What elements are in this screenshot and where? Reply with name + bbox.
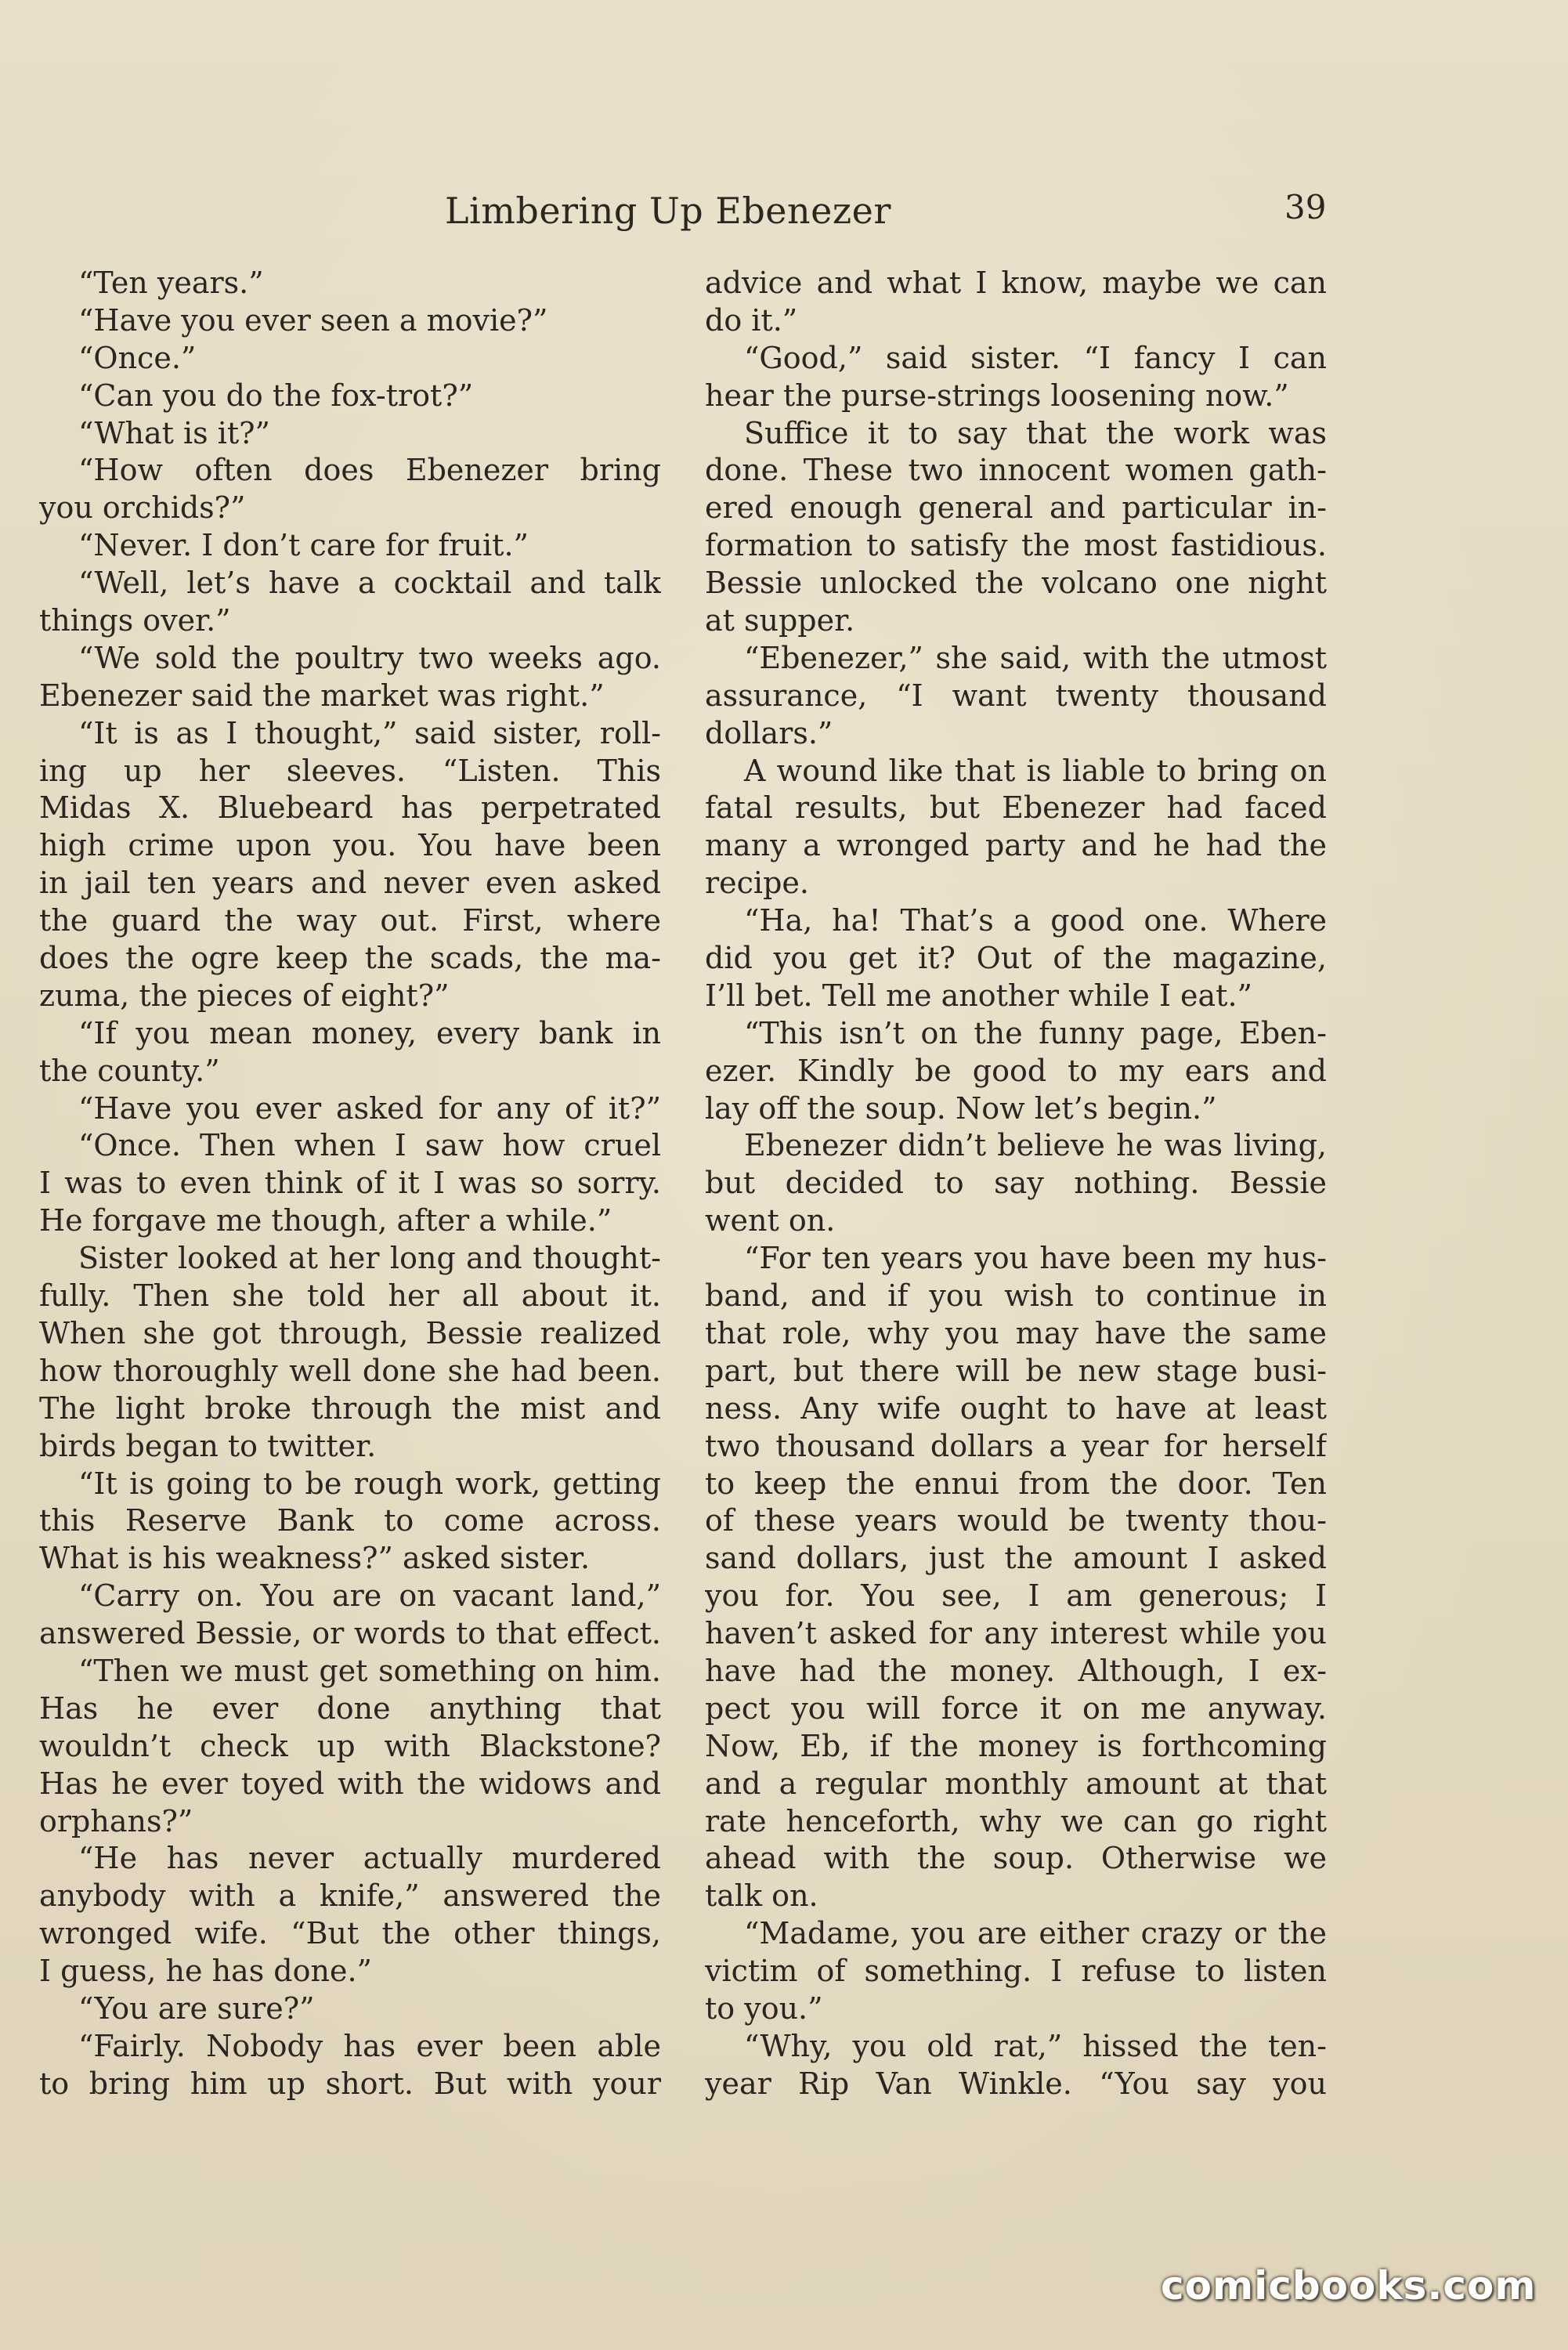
text-line: “Then we must get something on him.	[78, 1653, 661, 1688]
text-line: hear the purse-strings loosening now.”	[705, 378, 1289, 413]
text-line: “Have you ever seen a movie?”	[78, 302, 548, 338]
text-line: wouldn’t check up with Blackstone?	[39, 1728, 661, 1763]
text-line: many a wronged party and he had the	[705, 828, 1327, 863]
text-line: “Ha, ha! That’s a good one. Where	[744, 903, 1327, 938]
text-line: Sister looked at her long and thought-	[78, 1241, 661, 1276]
text-line: Ebenezer said the market was right.”	[39, 678, 605, 713]
text-line: “Never. I don’t care for fruit.”	[78, 528, 529, 563]
text-line: that role, why you may have the same	[705, 1315, 1327, 1350]
text-line: assurance, “I want twenty thousand	[705, 678, 1327, 713]
text-line: you orchids?”	[39, 490, 246, 526]
text-line: “You are sure?”	[78, 1990, 315, 2026]
text-line: “Have you ever asked for any of it?”	[78, 1090, 661, 1126]
text-line: lay off the soup. Now let’s begin.”	[705, 1090, 1217, 1126]
text-line: dollars.”	[705, 715, 833, 750]
text-line: He forgave me though, after a while.”	[39, 1203, 612, 1238]
text-line: Suffice it to say that the work was	[744, 415, 1327, 450]
text-line: sand dollars, just the amount I asked	[705, 1541, 1327, 1576]
text-line: “How often does Ebenezer bring	[78, 453, 661, 488]
text-line: The light broke through the mist and	[39, 1390, 661, 1426]
text-line: went on.	[705, 1203, 836, 1238]
text-line: in jail ten years and never even asked	[39, 866, 661, 901]
watermark-logo: comicbooks.com	[1161, 2263, 1537, 2308]
text-line: ered enough general and particular in-	[705, 490, 1327, 526]
text-line: to keep the ennui from the door. Ten	[705, 1466, 1327, 1501]
text-line: “It is going to be rough work, getting	[78, 1466, 661, 1501]
text-line: and a regular monthly amount at that	[705, 1766, 1327, 1801]
text-line: “Madame, you are either crazy or the	[744, 1916, 1327, 1951]
text-line: pect you will force it on me anyway.	[705, 1690, 1327, 1726]
text-line: how thoroughly well done she had been.	[39, 1353, 661, 1388]
text-line: part, but there will be new stage busi-	[705, 1353, 1327, 1388]
running-head-title: Limbering Up Ebenezer	[445, 190, 891, 232]
text-line: high crime upon you. You have been	[39, 828, 661, 863]
text-line: “Once.”	[78, 340, 197, 375]
text-line: “Ebenezer,” she said, with the utmost	[744, 640, 1327, 675]
text-line: victim of something. I refuse to listen	[705, 1954, 1327, 1989]
text-line: does the ogre keep the scads, the ma-	[39, 941, 661, 976]
text-line: When she got through, Bessie realized	[39, 1315, 661, 1350]
text-line: of these years would be twenty thou-	[705, 1503, 1327, 1538]
text-line: “This isn’t on the funny page, Eben-	[744, 1015, 1327, 1050]
text-line: “Ten years.”	[78, 266, 264, 300]
text-line: talk on.	[705, 1878, 818, 1914]
text-line: orphans?”	[39, 1803, 193, 1838]
page-number: 39	[1284, 188, 1327, 226]
text-line: have had the money. Although, I ex-	[705, 1653, 1327, 1688]
text-line: ing up her sleeves. “Listen. This	[39, 753, 661, 788]
text-line: recipe.	[705, 866, 809, 901]
text-line: Has he ever toyed with the widows and	[39, 1766, 661, 1801]
text-line: “We sold the poultry two weeks ago.	[78, 640, 661, 675]
text-line: Now, Eb, if the money is forthcoming	[705, 1728, 1327, 1763]
text-line: the guard the way out. First, where	[39, 903, 661, 938]
text-line: to you.”	[705, 1990, 823, 2026]
text-line: birds began to twitter.	[39, 1428, 377, 1463]
text-line: “It is as I thought,” said sister, roll-	[78, 715, 661, 750]
text-line: ahead with the soup. Otherwise we	[705, 1841, 1327, 1876]
text-line: rate henceforth, why we can go right	[705, 1803, 1327, 1838]
text-line: Ebenezer didn’t believe he was living,	[744, 1128, 1327, 1163]
text-line: “Can you do the fox-trot?”	[78, 378, 474, 413]
text-line: “Once. Then when I saw how cruel	[78, 1128, 661, 1163]
text-line: “Good,” said sister. “I fancy I can	[744, 340, 1327, 375]
text-line: Midas X. Bluebeard has perpetrated	[39, 790, 661, 826]
text-line: “Carry on. You are on vacant land,”	[78, 1578, 661, 1614]
text-line: A wound like that is liable to bring on	[744, 753, 1327, 788]
text-line: advice and what I know, maybe we can	[705, 266, 1327, 300]
left-text-column	[39, 265, 661, 2103]
text-line: the county.”	[39, 1053, 220, 1088]
right-text-column	[705, 265, 1327, 2103]
text-line: do it.”	[705, 302, 798, 338]
text-line: Bessie unlocked the volcano one night	[705, 566, 1327, 601]
text-line: anybody with a knife,” answered the	[39, 1878, 661, 1914]
text-line: I guess, he has done.”	[39, 1954, 372, 1989]
text-line: done. These two innocent women gath-	[705, 453, 1327, 488]
text-line: two thousand dollars a year for herself	[705, 1428, 1327, 1463]
text-line: I’ll bet. Tell me another while I eat.”	[705, 978, 1252, 1013]
text-line: “Why, you old rat,” hissed the ten-	[744, 2028, 1327, 2063]
text-line: year Rip Van Winkle. “You say you	[705, 2066, 1327, 2101]
text-line: zuma, the pieces of eight?”	[39, 978, 450, 1013]
text-line: “For ten years you have been my hus-	[744, 1241, 1327, 1276]
text-line: “Well, let’s have a cocktail and talk	[78, 566, 661, 601]
text-line: this Reserve Bank to come across.	[39, 1503, 661, 1538]
text-line: Has he ever done anything that	[39, 1690, 661, 1726]
text-line: things over.”	[39, 603, 231, 638]
text-line: “Fairly. Nobody has ever been able	[78, 2028, 661, 2063]
text-line: did you get it? Out of the magazine,	[705, 941, 1327, 976]
text-line: formation to satisfy the most fastidious.	[705, 528, 1327, 563]
text-line: haven’t asked for any interest while you	[705, 1616, 1327, 1651]
text-line: I was to even think of it I was so sorry.	[39, 1166, 661, 1201]
text-line: to bring him up short. But with your	[39, 2066, 661, 2101]
text-line: fatal results, but Ebenezer had faced	[705, 790, 1327, 826]
text-line: “What is it?”	[78, 415, 270, 450]
text-line: answered Bessie, or words to that effect.	[39, 1616, 661, 1651]
text-line: band, and if you wish to continue in	[705, 1278, 1327, 1314]
text-line: but decided to say nothing. Bessie	[705, 1166, 1327, 1201]
text-line: What is his weakness?” asked sister.	[39, 1541, 591, 1576]
text-line: “If you mean money, every bank in	[78, 1015, 661, 1050]
text-line: wronged wife. “But the other things,	[39, 1916, 661, 1951]
text-line: fully. Then she told her all about it.	[39, 1278, 661, 1314]
text-line: “He has never actually murdered	[78, 1841, 661, 1876]
text-line: ezer. Kindly be good to my ears and	[705, 1053, 1327, 1088]
text-line: at supper.	[705, 603, 855, 638]
text-line: ness. Any wife ought to have at least	[705, 1390, 1327, 1426]
text-line: you for. You see, I am generous; I	[705, 1578, 1327, 1614]
